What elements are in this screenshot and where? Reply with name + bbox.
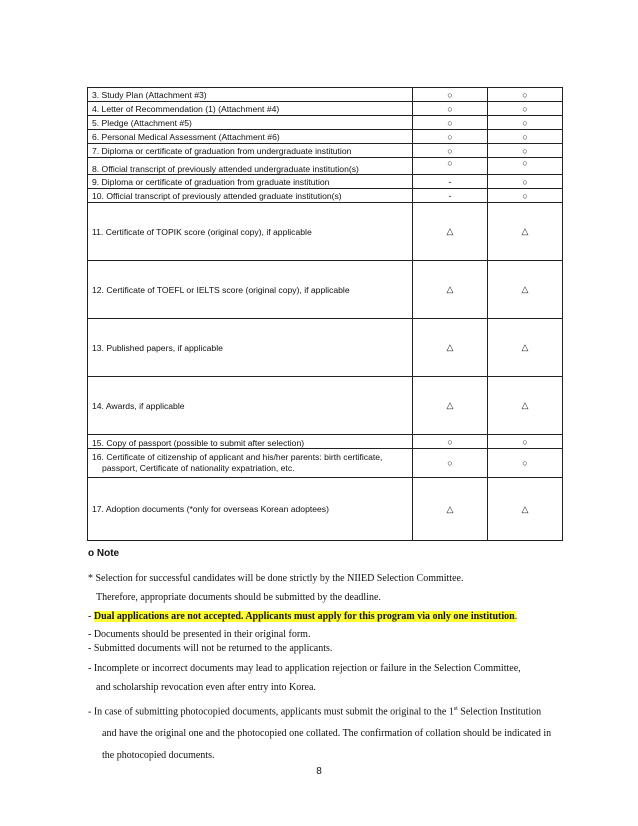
mark-cell: ○ <box>488 175 563 189</box>
note-text: - In case of submitting photocopied documents, applicants must submit the original to the 1 <box>88 706 454 718</box>
table-row <box>88 175 563 189</box>
mark-cell: ○ <box>488 435 563 449</box>
mark-cell: △ <box>413 377 488 435</box>
mark-cell: ○ <box>488 144 563 158</box>
table-row <box>88 144 563 158</box>
document-label: 13. Published papers, if applicable <box>88 319 413 377</box>
table-row <box>88 261 563 319</box>
document-label: 8. Official transcript of previously attended undergraduate institution(s) <box>88 158 413 175</box>
note-line: - Incomplete or incorrect documents may lead to application rejection or failure in the Selection Committee, <box>88 663 521 674</box>
note-line: and scholarship revocation even after entry into Korea. <box>96 682 316 693</box>
mark-cell: ○ <box>413 102 488 116</box>
required-documents-table <box>87 87 563 541</box>
table-row <box>88 158 563 175</box>
document-label: 4. Letter of Recommendation (1) (Attachment #4) <box>88 102 413 116</box>
notes-section <box>88 548 588 765</box>
mark-cell: △ <box>488 478 563 541</box>
mark-cell: △ <box>488 319 563 377</box>
note-line: the photocopied documents. <box>102 750 215 762</box>
highlighted-note: Dual applications are not accepted. Applicants must apply for this program via only one institution <box>93 611 515 622</box>
document-label: 3. Study Plan (Attachment #3) <box>88 88 413 102</box>
note-line-dual-applications <box>88 607 588 626</box>
mark-cell: ○ <box>413 130 488 144</box>
document-label: 10. Official transcript of previously attended graduate institution(s) <box>88 189 413 203</box>
mark-cell: ○ <box>488 158 563 175</box>
mark-cell: - <box>413 175 488 189</box>
mark-cell: ○ <box>488 116 563 130</box>
document-label: 12. Certificate of TOEFL or IELTS score (original copy), if applicable <box>88 261 413 319</box>
table-row <box>88 377 563 435</box>
document-label: 11. Certificate of TOPIK score (original copy), if applicable <box>88 203 413 261</box>
ordinal-suffix: st <box>453 706 458 712</box>
table-row <box>88 189 563 203</box>
mark-cell: ○ <box>413 144 488 158</box>
mark-cell: ○ <box>488 449 563 478</box>
table-row <box>88 203 563 261</box>
document-label: 14. Awards, if applicable <box>88 377 413 435</box>
table-row <box>88 478 563 541</box>
note-text: Selection Institution <box>457 706 542 718</box>
mark-cell: △ <box>488 377 563 435</box>
document-label: 17. Adoption documents (*only for overseas Korean adoptees) <box>88 478 413 541</box>
mark-cell: △ <box>413 261 488 319</box>
document-label-line: 16. Certificate of citizenship of applicant and his/her parents: birth certificate, <box>92 452 383 462</box>
note-line: Therefore, appropriate documents should be submitted by the deadline. <box>96 592 381 603</box>
mark-cell: ○ <box>488 102 563 116</box>
mark-cell: ○ <box>413 88 488 102</box>
table-row <box>88 130 563 144</box>
mark-cell: ○ <box>488 88 563 102</box>
mark-cell: △ <box>488 261 563 319</box>
mark-cell: △ <box>413 478 488 541</box>
note-line: - Documents should be presented in their original form. <box>88 629 311 640</box>
note-line: and have the original one and the photocopied one collated. The confirmation of collation should be indicated in <box>102 728 552 740</box>
mark-cell: ○ <box>413 116 488 130</box>
document-label-line: passport, Certificate of nationality expatriation, etc. <box>102 463 295 473</box>
notes-heading: o Note <box>88 548 120 559</box>
table-row <box>88 435 563 449</box>
table-row <box>88 102 563 116</box>
mark-cell: ○ <box>413 449 488 478</box>
document-label: 7. Diploma or certificate of graduation from undergraduate institution <box>88 144 413 158</box>
document-label: 15. Copy of passport (possible to submit after selection) <box>88 435 413 449</box>
note-suffix: . <box>514 611 518 622</box>
mark-cell: △ <box>413 203 488 261</box>
table-row <box>88 116 563 130</box>
table-row <box>88 88 563 102</box>
mark-cell: △ <box>488 203 563 261</box>
mark-cell: ○ <box>413 435 488 449</box>
document-label <box>88 449 413 478</box>
document-label: 9. Diploma or certificate of graduation from graduate institution <box>88 175 413 189</box>
mark-cell: ○ <box>488 189 563 203</box>
mark-cell: △ <box>413 319 488 377</box>
note-line-photocopy <box>88 700 588 721</box>
note-line: - Submitted documents will not be returned to the applicants. <box>88 643 333 654</box>
table-row <box>88 319 563 377</box>
mark-cell: ○ <box>488 130 563 144</box>
note-line: * Selection for successful candidates will be done strictly by the NIIED Selection Committee. <box>88 573 464 584</box>
document-label: 5. Pledge (Attachment #5) <box>88 116 413 130</box>
mark-cell: - <box>413 189 488 203</box>
table-row <box>88 449 563 478</box>
document-label: 6. Personal Medical Assessment (Attachment #6) <box>88 130 413 144</box>
page-number: 8 <box>316 766 322 777</box>
note-prefix: - <box>88 611 94 622</box>
mark-cell: ○ <box>413 158 488 175</box>
